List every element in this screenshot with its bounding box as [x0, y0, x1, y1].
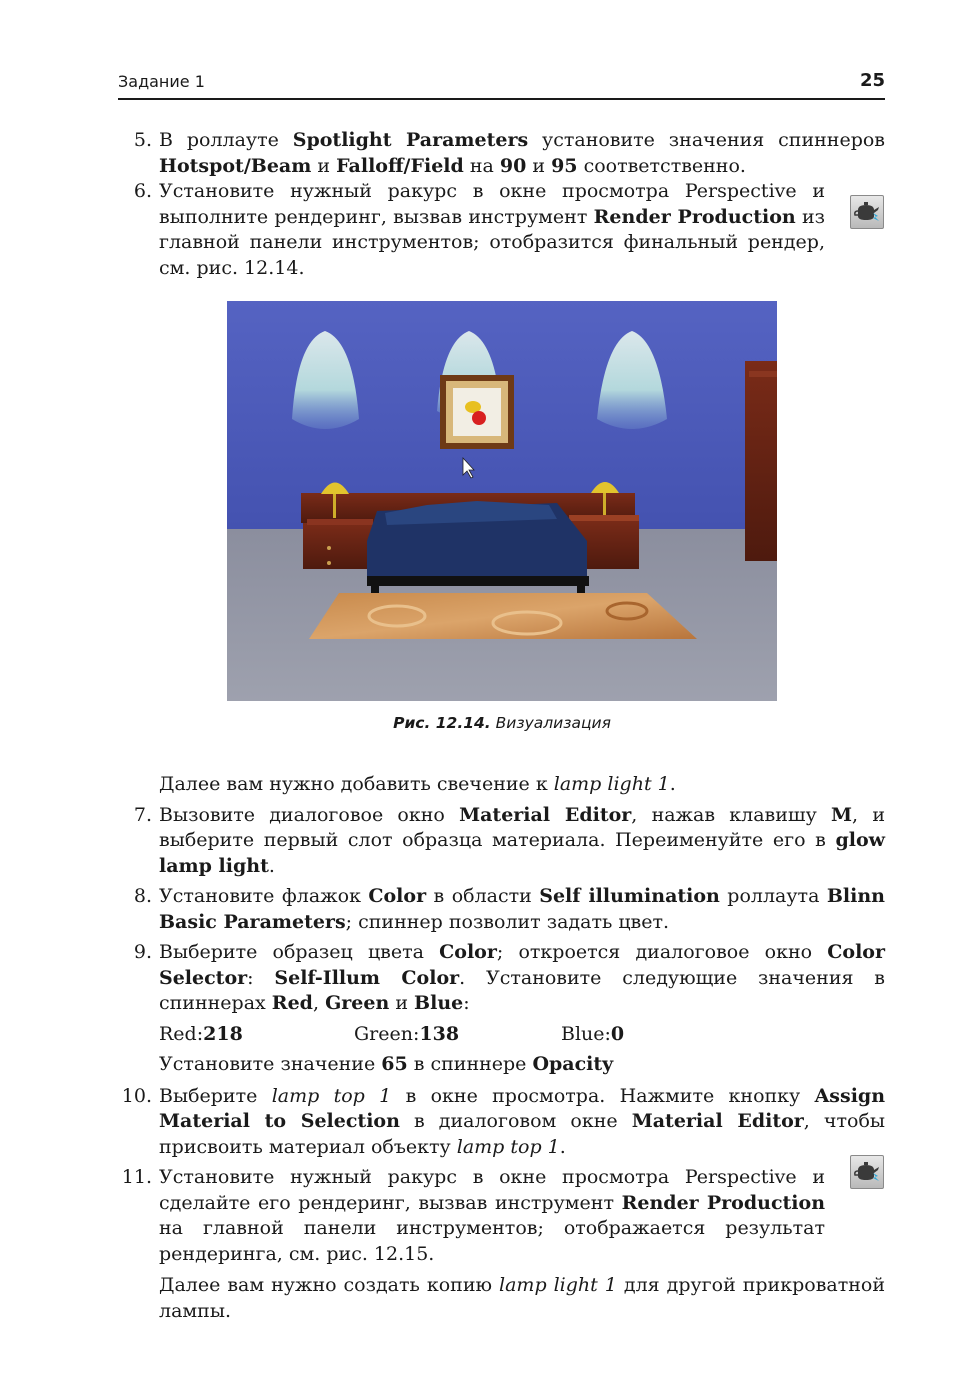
step-text: Установите флажок Color в области Self illumination роллаута Blinn Basic Parameters; спиннер позволит задать цвет. [159, 885, 885, 933]
list-item [118, 179, 885, 281]
page-number: 25 [859, 70, 885, 91]
step-text: Вызовите диалоговое окно Material Editor, нажав клавишу M, и выберите первый слот образца материала. Переименуйте его в glow lamp light. [159, 803, 885, 877]
caption-text: Визуализация [490, 714, 611, 732]
blue-value: Blue:0 [561, 1022, 625, 1045]
render-production-icon [850, 1155, 884, 1189]
list-item [118, 940, 885, 1017]
intro-paragraph: Далее вам нужно добавить свечение к lamp light 1. [159, 773, 676, 795]
steps-mid [118, 772, 885, 1324]
red-value: Red:218 [159, 1022, 243, 1045]
opacity-line: Установите значение 65 в спиннере Opacity [159, 1053, 614, 1075]
render-figure [227, 301, 777, 701]
list-item [118, 803, 885, 880]
list-item [118, 1084, 885, 1161]
step-number: 9. [133, 941, 152, 963]
list-item [118, 884, 885, 935]
step-text: Установите нужный ракурс в окне просмотра Perspective и сделайте его рендеринг, вызвав инструмент Render Production на главной панели инструментов; отображается результат рендеринга, см. рис. 12.15. [159, 1166, 826, 1265]
step-text: Установите нужный ракурс в окне просмотра Perspective и выполните рендеринг, вызвав инструмент Render Production из главной панели инструментов; отобразится финальный рендер, см. рис. 12.14. [159, 180, 825, 279]
outro-paragraph: Далее вам нужно создать копию lamp light 1 для другой прикроватной лампы. [159, 1274, 885, 1322]
running-header [118, 68, 885, 100]
list-item [118, 128, 885, 179]
caption-label: Рис. 12.14. [393, 714, 491, 732]
step-number: 11. [121, 1166, 152, 1188]
step-number: 10. [121, 1084, 152, 1107]
figure-caption [227, 714, 777, 732]
step-text: Выберите образец цвета Color; откроется диалоговое окно Color Selector: Self-Illum Color. Установите следующие значения в спиннерах Red, Green и Blue: [159, 941, 885, 1014]
color-values [118, 1022, 885, 1048]
step-text: Выберите lamp top 1 в окне просмотра. Нажмите кнопку Assign Material to Selection в диалоговом окне Material Editor, чтобы присвоить материал объекту lamp top 1. [159, 1084, 886, 1158]
render-production-icon [850, 195, 884, 229]
step-number: 7. [133, 803, 152, 826]
steps-top [118, 128, 885, 281]
step-number: 5. [133, 129, 152, 151]
section-title: Задание 1 [118, 72, 205, 91]
step-number: 6. [133, 180, 152, 202]
step-text: В роллауте Spotlight Parameters установите значения спиннеров Hotspot/Beam и Falloff/Field на 90 и 95 соответственно. [159, 129, 886, 177]
green-value: Green:138 [354, 1022, 460, 1045]
step-number: 8. [133, 885, 152, 907]
list-item [118, 1165, 885, 1267]
